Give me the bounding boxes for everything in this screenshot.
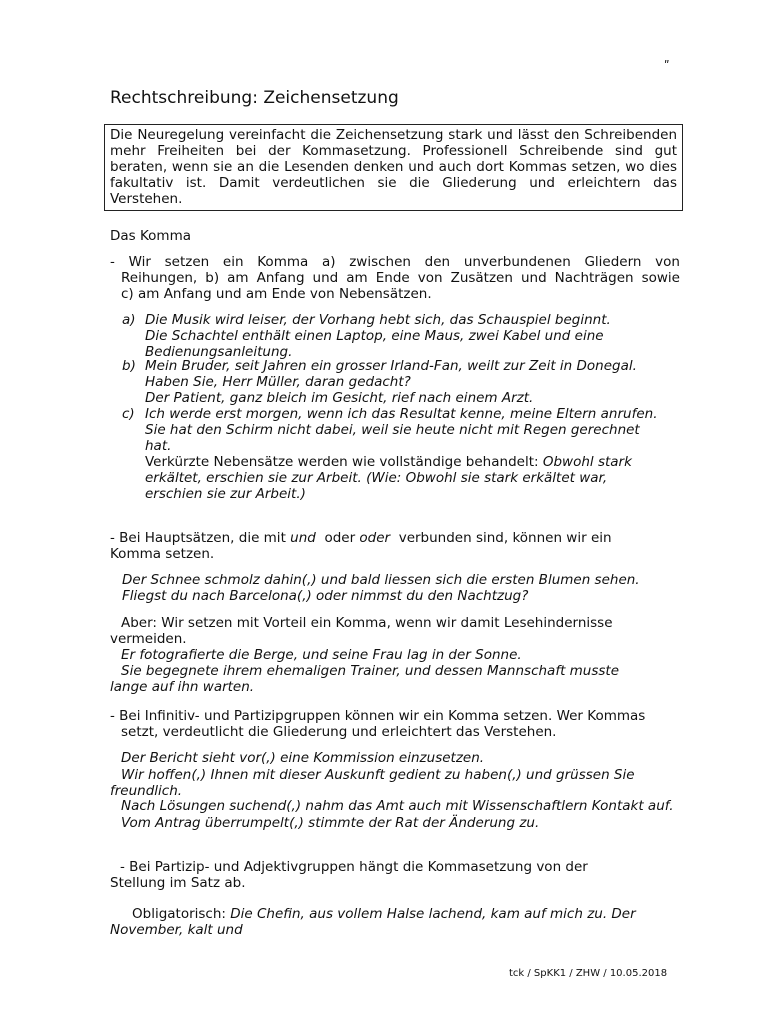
rule-komma-line3: c) am Anfang und am Ende von Nebensätzen. (121, 286, 432, 302)
corner-mark: ʺ (664, 59, 670, 73)
rule-hauptsaetze-oder: oder (359, 530, 391, 546)
rule-infinitiv-line2: setzt, verdeutlicht die Gliederung und erleichtert das Verstehen. (121, 724, 557, 740)
rule-komma (110, 254, 680, 302)
example-c-1: Ich werde erst morgen, wenn ich das Resultat kenne, meine Eltern anrufen. (145, 406, 658, 422)
example-group-c (122, 406, 677, 502)
intro-text: Die Neuregelung vereinfacht die Zeichensetzung stark und lässt den Schreibenden mehr Freiheiten bei der Kommasetzung. Professionell Schreibende sind gut beraten, wenn sie an die Lesenden denken und auch dort Kommas setzen, wo dies fakultativ ist. Damit verdeutlichen sie die Gliederung und erleichtern das Verstehen. (110, 127, 677, 207)
example-a-1: Die Musik wird leiser, der Vorhang hebt sich, das Schauspiel beginnt. (145, 312, 611, 328)
example-b-3: Der Patient, ganz bleich im Gesicht, rief nach einem Arzt. (145, 390, 534, 406)
rule-komma-line1: - Wir setzen ein Komma a) zwischen den unverbundenen Gliedern von (110, 254, 680, 270)
example-hauptsatz-1: Der Schnee schmolz dahin(,) und bald liessen sich die ersten Blumen sehen. (122, 572, 640, 588)
example-hauptsatz-2: Fliegst du nach Barcelona(,) oder nimmst du den Nachtzug? (122, 588, 529, 604)
rule-hauptsaetze-mid: oder (324, 530, 356, 546)
example-infinitiv-3: Nach Lösungen suchend(,) nahm das Amt auch mit Wissenschaftlern Kontakt auf. (121, 798, 674, 814)
section-heading-komma: Das Komma (110, 228, 192, 244)
example-b-1: Mein Bruder, seit Jahren ein grosser Irland-Fan, weilt zur Zeit in Donegal. (145, 358, 637, 374)
example-infinitiv-1: Der Bericht sieht vor(,) eine Kommission einzusetzen. (121, 750, 485, 766)
page-title: Rechtschreibung: Zeichensetzung (110, 88, 399, 108)
example-label-b: b) (122, 358, 136, 374)
obligatorisch-block (110, 906, 670, 938)
aber-block (110, 615, 655, 695)
example-label-a: a) (122, 312, 136, 328)
rule-infinitiv-line1: - Bei Infinitiv- und Partizipgruppen können wir ein Komma setzen. Wer Kommas (110, 708, 646, 724)
example-c-3-plain: Verkürzte Nebensätze werden wie vollständige behandelt: (145, 454, 539, 470)
example-infinitiv-2: Wir hoffen(,) Ihnen mit dieser Auskunft gedient zu haben(,) und grüssen Sie freundlich. (110, 767, 635, 799)
footer: tck / SpKK1 / ZHW / 10.05.2018 (509, 968, 668, 979)
rule-infinitiv (110, 708, 680, 740)
examples-hauptsaetze (122, 572, 677, 604)
rule-komma-line2: Reihungen, b) am Anfang und am Ende von Zusätzen und Nachträgen sowie (121, 270, 680, 286)
example-group-b (122, 358, 677, 406)
example-b-2: Haben Sie, Herr Müller, daran gedacht? (145, 374, 411, 390)
aber-text: Aber: Wir setzen mit Vorteil ein Komma, wenn wir damit Lesehindernisse vermeiden. (110, 615, 613, 647)
rule-partizip-text: - Bei Partizip- und Adjektivgruppen hängt die Kommasetzung von der Stellung im Satz ab. (110, 859, 588, 891)
obligatorisch-label: Obligatorisch: (132, 906, 226, 922)
example-infinitiv-4: Vom Antrag überrumpelt(,) stimmte der Rat der Änderung zu. (121, 815, 540, 831)
rule-partizip (110, 859, 630, 891)
obligatorisch-text: Die Chefin, aus vollem Halse lachend, kam auf mich zu. Der November, kalt und (110, 906, 636, 938)
example-label-c: c) (122, 406, 135, 422)
example-group-a (122, 312, 677, 360)
example-hauptsatz-4: Sie begegnete ihrem ehemaligen Trainer, und dessen Mannschaft musste lange auf ihn warten. (110, 663, 620, 695)
examples-infinitiv (110, 750, 674, 831)
rule-hauptsaetze-post: verbunden sind, können wir ein Komma setzen. (110, 530, 612, 562)
example-a-2: Die Schachtel enthält einen Laptop, eine Maus, zwei Kabel und eine Bedienungsanleitung. (145, 328, 604, 360)
example-c-3-italic: Obwohl stark erkältet, erschien sie zur Arbeit. (Wie: Obwohl sie stark erkältet war, erschien sie zur Arbeit.) (145, 454, 632, 502)
rule-hauptsaetze (110, 530, 640, 562)
intro-box (104, 124, 683, 211)
rule-hauptsaetze-pre: - Bei Hauptsätzen, die mit (110, 530, 286, 546)
rule-hauptsaetze-und: und (290, 530, 316, 546)
example-hauptsatz-3: Er fotografierte die Berge, und seine Frau lag in der Sonne. (121, 647, 522, 663)
example-c-2: Sie hat den Schirm nicht dabei, weil sie heute nicht mit Regen gerechnet hat. (145, 422, 640, 454)
